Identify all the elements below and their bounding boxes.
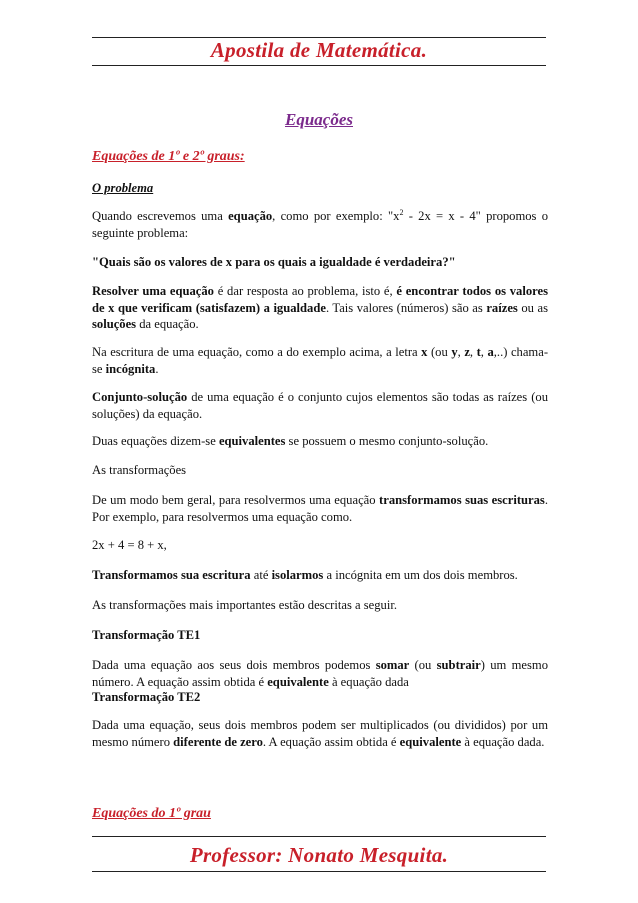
paragraph-resolver: Resolver uma equação é dar resposta ao problema, isto é, é encontrar todos os valores de x que verificam (satisfazem) a igualdade. Tais valores (números) são as raízes ou as soluções da equação. — [92, 284, 549, 331]
page-title: Equações — [285, 110, 353, 129]
footer-top-rule — [92, 836, 546, 837]
paragraph-te1: Dada uma equação aos seus dois membros podemos somar (ou subtrair) um mesmo número. A equação assim obtida é equivalente à equação dada — [92, 658, 548, 689]
paragraph-question: "Quais são os valores de x para os quais a igualdade é verdadeira?" — [92, 255, 456, 269]
footer-bottom-rule — [92, 871, 546, 872]
paragraph-equivalentes: Duas equações dizem-se equivalentes se possuem o mesmo conjunto-solução. — [92, 434, 489, 448]
heading-transformacao-te1: Transformação TE1 — [92, 628, 201, 642]
section-heading-equacoes-1-2-graus: Equações de 1º e 2º graus: — [92, 149, 245, 164]
paragraph-isolar: Transformamos sua escritura até isolarmos a incógnita em um dos dois membros. — [92, 568, 518, 582]
subheading-o-problema: O problema — [92, 181, 154, 195]
paragraph-mais-importantes: As transformações mais importantes estão descritas a seguir. — [92, 598, 397, 612]
paragraph-te2: Dada uma equação, seus dois membros podem ser multiplicados (ou divididos) por um mesmo número diferente de zero. A equação assim obtida é equivalente à equação dada. — [92, 718, 548, 749]
paragraph-example-equation: 2x + 4 = 8 + x, — [92, 538, 167, 552]
heading-transformacao-te2: Transformação TE2 — [92, 690, 201, 704]
section-heading-equacoes-1-grau: Equações do 1º grau — [92, 806, 211, 821]
paragraph-modo-geral: De um modo bem geral, para resolvermos uma equação transformamos suas escrituras. Por exemplo, para resolvermos uma equação como. — [92, 493, 548, 524]
header-bottom-rule — [92, 65, 546, 66]
paragraph-problem-intro: Quando escrevemos uma equação, como por exemplo: "$x^2 - 2x = x - 4$" propomos o seguinte problema: — [92, 207, 549, 240]
paragraph-as-transformacoes: As transformações — [92, 463, 187, 477]
paragraph-incognita: Na escritura de uma equação, como a do exemplo acima, a letra x (ou y, z, t, a,..) chama-se incógnita. — [92, 345, 549, 376]
header-title: Apostila de Matemática. — [210, 38, 428, 62]
paragraph-conjunto-solucao: Conjunto-solução de uma equação é o conjunto cujos elementos são todas as raízes (ou soluções) da equação. — [92, 390, 548, 421]
footer-author: Professor: Nonato Mesquita. — [189, 843, 449, 867]
